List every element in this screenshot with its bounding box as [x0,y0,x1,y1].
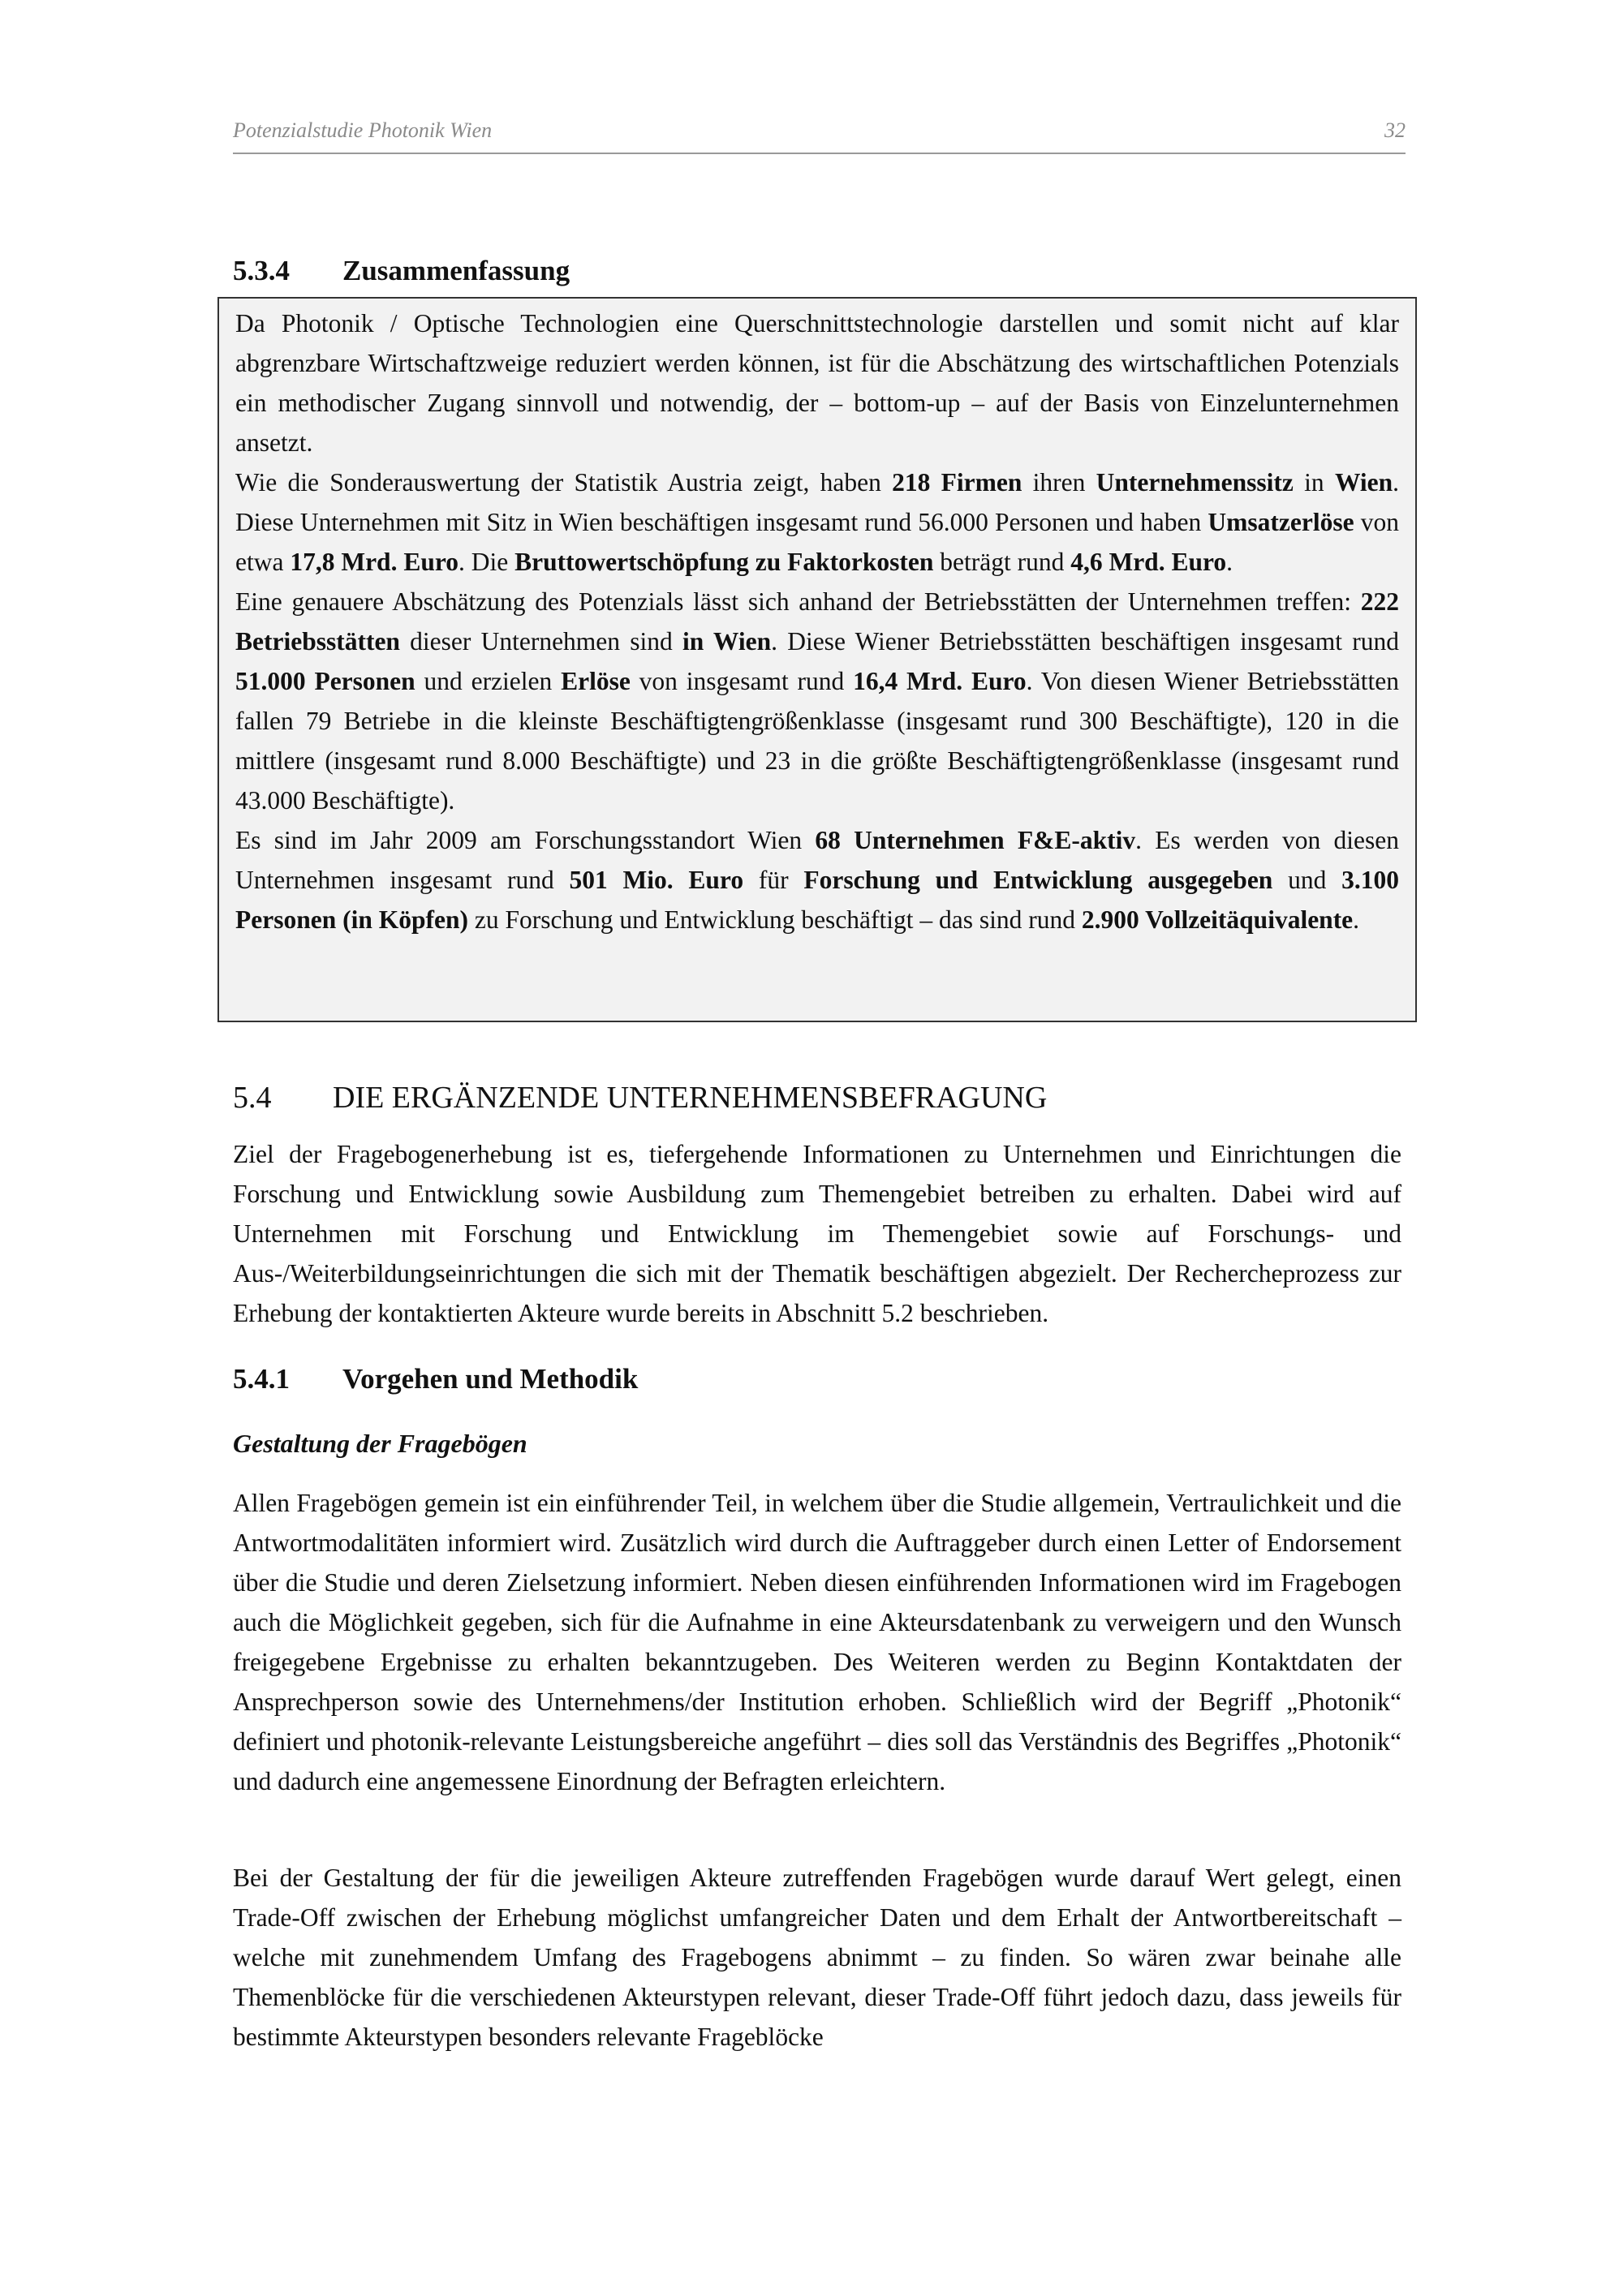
bold-run: 3.100 Personen (in Köpfen) [235,866,1399,934]
header-title: Potenzialstudie Photonik Wien [233,118,493,142]
section-5-4-1-body-2 [233,1858,1401,2057]
text-run: in [1293,468,1335,497]
summary-paragraph-2 [235,462,1399,582]
bold-run: 51.000 Personen [235,667,415,695]
text-run: von insgesamt rund [630,667,854,695]
bold-run: 17,8 Mrd. Euro [290,548,459,576]
bold-run: 16,4 Mrd. Euro [853,667,1027,695]
text-run: Eine genauere Abschätzung des Potenzials lässt sich anhand der Betriebsstätten der Unternehmen treffen: [235,587,1361,616]
bold-run: Umsatzerlöse [1208,508,1354,536]
text-run: . [1226,548,1233,576]
bold-run: Forschung und Entwicklung ausgegeben [803,866,1273,894]
text-run: . Diese Unternehmen mit Sitz in Wien beschäftigen insgesamt rund 56.000 Personen und haben [235,468,1399,536]
summary-paragraph-3 [235,582,1399,820]
text-run: . [1353,905,1360,934]
heading-number: 5.4.1 [233,1363,290,1395]
bold-run: in Wien [682,627,772,656]
heading-5-3-4 [233,252,570,290]
bold-run: 218 Firmen [892,468,1022,497]
heading-number: 5.3.4 [233,255,290,286]
heading-title: Zusammenfassung [342,255,570,286]
text-run: dieser Unternehmen sind [399,627,682,656]
text-run: für [743,866,804,894]
heading-5-4 [233,1077,1047,1119]
section-5-4-body [233,1134,1401,1333]
running-header [233,114,1406,154]
heading-5-4-1 [233,1360,638,1399]
heading-title: Vorgehen und Methodik [342,1363,639,1395]
bold-run: 4,6 Mrd. Euro [1070,548,1227,576]
text-run: . Von diesen Wiener Betriebsstätten fallen 79 Betriebe in die kleinste Beschäftigtengrößenklasse (insgesamt rund 300 Beschäftigte), 120 in die mittlere (insgesamt rund 8.000 Beschäftigte) und 23 in die größte Beschäftigtengrößenklasse (insgesamt rund 43.000 Beschäftigte). [235,667,1399,815]
summary-paragraph-1: Da Photonik / Optische Technologien eine Querschnittstechnologie darstellen und somit nicht auf klar abgrenzbare Wirtschaftzweige reduziert werden können, ist für die Abschätzung des wirtschaftlichen Potenzials ein methodischer Zugang sinnvoll und notwendig, der – bottom-up – auf der Basis von Einzelunternehmen ansetzt. [235,309,1399,457]
summary-paragraph-4 [235,820,1399,939]
bold-run: Wien [1334,468,1393,497]
text-run: . Diese Wiener Betriebsstätten beschäftigen insgesamt rund [771,627,1399,656]
body-paragraph: Allen Fragebögen gemein ist ein einführender Teil, in welchem über die Studie allgemein, Vertraulichkeit und die Antwortmodalitäten informiert wird. Zusätzlich wird durch die Auftraggeber durch einen Letter of Endorsement über die Studie und deren Zielsetzung informiert. Neben diesen einführenden Informationen wird im Fragebogen auch die Möglichkeit gegeben, sich für die Aufnahme in eine Akteursdatenbank zu verweigern und den Wunsch freigegebene Ergebnisse zu erhalten bekanntzugeben. Des Weiteren werden zu Beginn Kontaktdaten der Ansprechperson sowie des Unternehmens/der Institution erhoben. Schließlich wird der Begriff „Photonik“ definiert und photonik-relevante Leistungsbereiche angeführt – dies soll das Verständnis des Begriffes „Photonik“ und dadurch eine angemessene Einordnung der Befragten erleichtern. [233,1489,1401,1795]
body-paragraph: Bei der Gestaltung der für die jeweiligen Akteure zutreffenden Fragebögen wurde darauf Wert gelegt, einen Trade-Off zwischen der Erhebung möglichst umfangreicher Daten und dem Erhalt der Antwortbereitschaft – welche mit zunehmendem Umfang des Fragebogens abnimmt – zu finden. So wären zwar beinahe alle Themenblöcke für die verschiedenen Akteurstypen relevant, dieser Trade-Off führt jedoch dazu, dass jeweils für bestimmte Akteurstypen besonders relevante Frageblöcke [233,1864,1401,2051]
heading-number: 5.4 [233,1081,272,1115]
text-run: . Die [458,548,515,576]
text-run: und erzielen [415,667,562,695]
text-run: und [1272,866,1342,894]
page-number: 32 [1384,118,1406,142]
bold-run: 501 Mio. Euro [569,866,744,894]
body-paragraph: Ziel der Fragebogenerhebung ist es, tiefergehende Informationen zu Unternehmen und Einrichtungen die Forschung und Entwicklung sowie Ausbildung zum Themengebiet betreiben zu erhalten. Dabei wird auf Unternehmen mit Forschung und Entwicklung im Themengebiet sowie auf Forschungs- und Aus-/Weiterbildungseinrichtungen die sich mit der Thematik beschäftigen abgezielt. Der Rechercheprozess zur Erhebung der kontaktierten Akteure wurde bereits in Abschnitt 5.2 beschrieben. [233,1140,1401,1327]
heading-title: DIE ERGÄNZENDE UNTERNEHMENSBEFRAGUNG [333,1081,1048,1115]
text-run: Es sind im Jahr 2009 am Forschungsstandort Wien [235,826,816,854]
section-5-4-1-body-1 [233,1483,1401,1801]
bold-run: Bruttowertschöpfung zu Faktorkosten [514,548,934,576]
bold-run: Erlöse [561,667,631,695]
bold-run: 68 Unternehmen F&E-aktiv [815,826,1136,854]
text-run: beträgt rund [933,548,1071,576]
text-run: von etwa [235,508,1399,576]
summary-box [217,297,1417,1022]
text-run: zu Forschung und Entwicklung beschäftigt – das sind rund [468,905,1082,934]
text-run: ihren [1022,468,1096,497]
subheading-gestaltung: Gestaltung der Fragebögen [233,1429,527,1458]
bold-run: Unternehmenssitz [1096,468,1294,497]
bold-run: 2.900 Vollzeitäquivalente [1081,905,1354,934]
text-run: . Es werden von diesen Unternehmen insgesamt rund [235,826,1399,894]
bold-run: 222 Betriebsstätten [235,587,1399,656]
text-run: Wie die Sonderauswertung der Statistik Austria zeigt, haben [235,468,893,497]
